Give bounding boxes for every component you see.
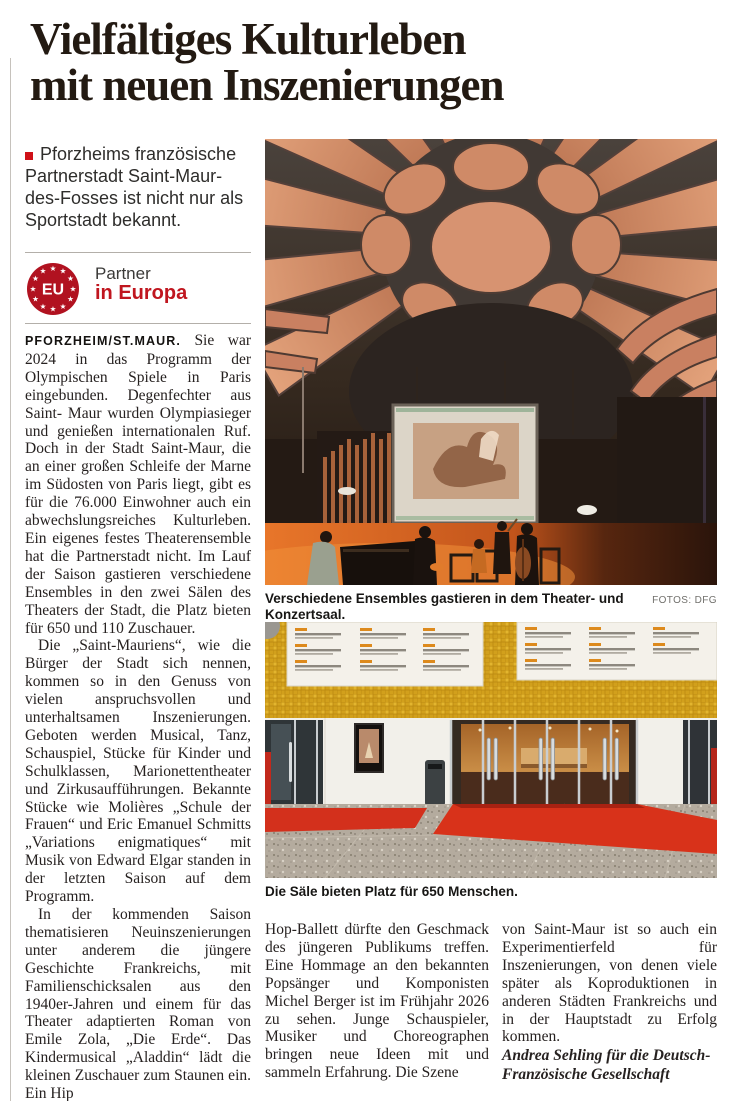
paragraph-4: Hop-Ballett dürfte den Geschmack des jüngeren Publikums treffen. Eine Hommage an den bekannten Popsänger und Komponisten Michel Berger ist im Frühjahr 2026 zu sehen. Junge Schauspieler, Musiker und Choreographen bringen neue Ideen mit und sammeln Erfahrung. Die Szene [265,921,489,1082]
photo2-caption: Die Säle bieten Platz für 650 Menschen. [265,884,518,899]
svg-text:★: ★ [49,304,57,314]
svg-text:★: ★ [67,274,74,283]
paragraph-3: In der kommenden Saison thematisieren Neuinszenierungen unter anderem die jüngere Geschichte Frankreichs, mit Familienschicksalen aus den 1940er-Jahren und einem für das Theater adaptierten Roman von Emile Zola, „Die Erde“. Das Kindermusical „Aladdin“ lädt die kleinen Zuschauer zum Staunen ein. Ein Hip [25,906,251,1101]
logo-line-partner: Partner [95,264,151,283]
eu-badge-icon [25,261,81,317]
article-column-1 [25,332,251,1101]
photo-credit: FOTOS: DFG [652,595,717,606]
photo2-caption-row [265,884,717,900]
left-glass-doors [265,720,323,804]
poster-board-right [517,622,717,680]
paragraph-1-text: Sie war 2024 in das Programm der Olympischen Spiele in Paris eingebunden. Degenfechter aus Saint- Maur wurden Olympiasieger und genießen internationalen Ruf. Doch in der Stadt Saint-Maur, die an einer großen Schleife der Marne im Südosten von Paris liegt, gibt es für die 76.000 Einwohner auch ein abwechslungsreiches Kulturleben. Ein eigenes festes Theaterensemble hat die Partnerstadt nicht. Im Lauf der Saison gastieren verschiedene Ensembles in den zwei Sälen des Theaters der Stadt, die Platz bieten für 650 und 110 Zuschauer. [25,332,251,637]
digital-poster-display [355,724,383,772]
article-column-2 [265,921,489,1082]
standfirst [25,143,255,231]
headline-line-1: Vielfältiges Kulturleben [30,14,466,64]
logo-wordmark [95,264,187,304]
photo-theater-concert-hall [265,139,717,585]
standfirst-text: Pforzheims französische Partnerstadt Saint-Maur-des-Fosses ist nicht nur als Sportstadt bekannt. [25,144,244,230]
svg-text:★: ★ [49,264,57,273]
partner-in-europa-logo [25,261,251,319]
paragraph-1 [25,332,251,637]
paragraph-2: Die „Saint-Mauriens“, wie die Bürger der Stadt sich nennen, kommen so in den Genuss von vielen anspruchsvollen und unterhaltsamen Inszenierungen. Geboten werden Musical, Tanz, Schauspiel, Stücke für Kinder und Schulklassen, Marionettentheater und Zirkusaufführungen. Bekannte Stücke wie Molières „Schule der Frauen“ und Eric Emanuel Schmitts „Variations enigmatiques“ mit Musik von Edward Elgar standen in der letzten Saison auf dem Programm. [25,637,251,906]
eu-badge-label: EU [41,281,65,299]
divider-above-logo [25,252,251,253]
svg-text:★: ★ [29,284,37,294]
entrance-doors [451,720,637,804]
photo-theater-entrance [265,622,717,878]
svg-text:★: ★ [59,266,67,276]
logo-line-in-europa: in Europa [95,282,188,304]
left-column-rule [10,58,11,1101]
svg-text:★: ★ [39,302,47,311]
photo1-caption-row [265,591,717,623]
right-glass-doors [683,720,717,804]
svg-text:★: ★ [32,294,39,304]
organ-pipes [317,429,401,529]
article-column-3 [502,921,717,1084]
headline-line-2: mit neuen Inszenierungen [30,60,504,110]
svg-text:★: ★ [59,302,67,311]
svg-text:★: ★ [67,294,74,304]
svg-text:★: ★ [32,274,39,283]
byline: Andrea Sehling für die Deutsch-Französische Gesellschaft [502,1047,711,1084]
svg-text:★: ★ [39,266,47,276]
divider-below-logo [25,323,251,324]
paragraph-5: von Saint-Maur ist so auch ein Experimentierfeld für Inszenierungen, von denen viele später als Koproduktionen in anderen Städten Frankreichs und in der Hauptstadt zu Erfolg kommen. [502,921,717,1046]
poster-board-left [287,622,483,686]
projection-screen [393,405,537,523]
red-square-bullet-icon [25,152,33,160]
headline [30,16,710,108]
svg-text:★: ★ [69,284,77,294]
photo1-caption: Verschiedene Ensembles gastieren in dem Theater- und Konzertsaal. [265,591,624,622]
kicker-label: PFORZHEIM/ST.MAUR. [25,334,181,348]
